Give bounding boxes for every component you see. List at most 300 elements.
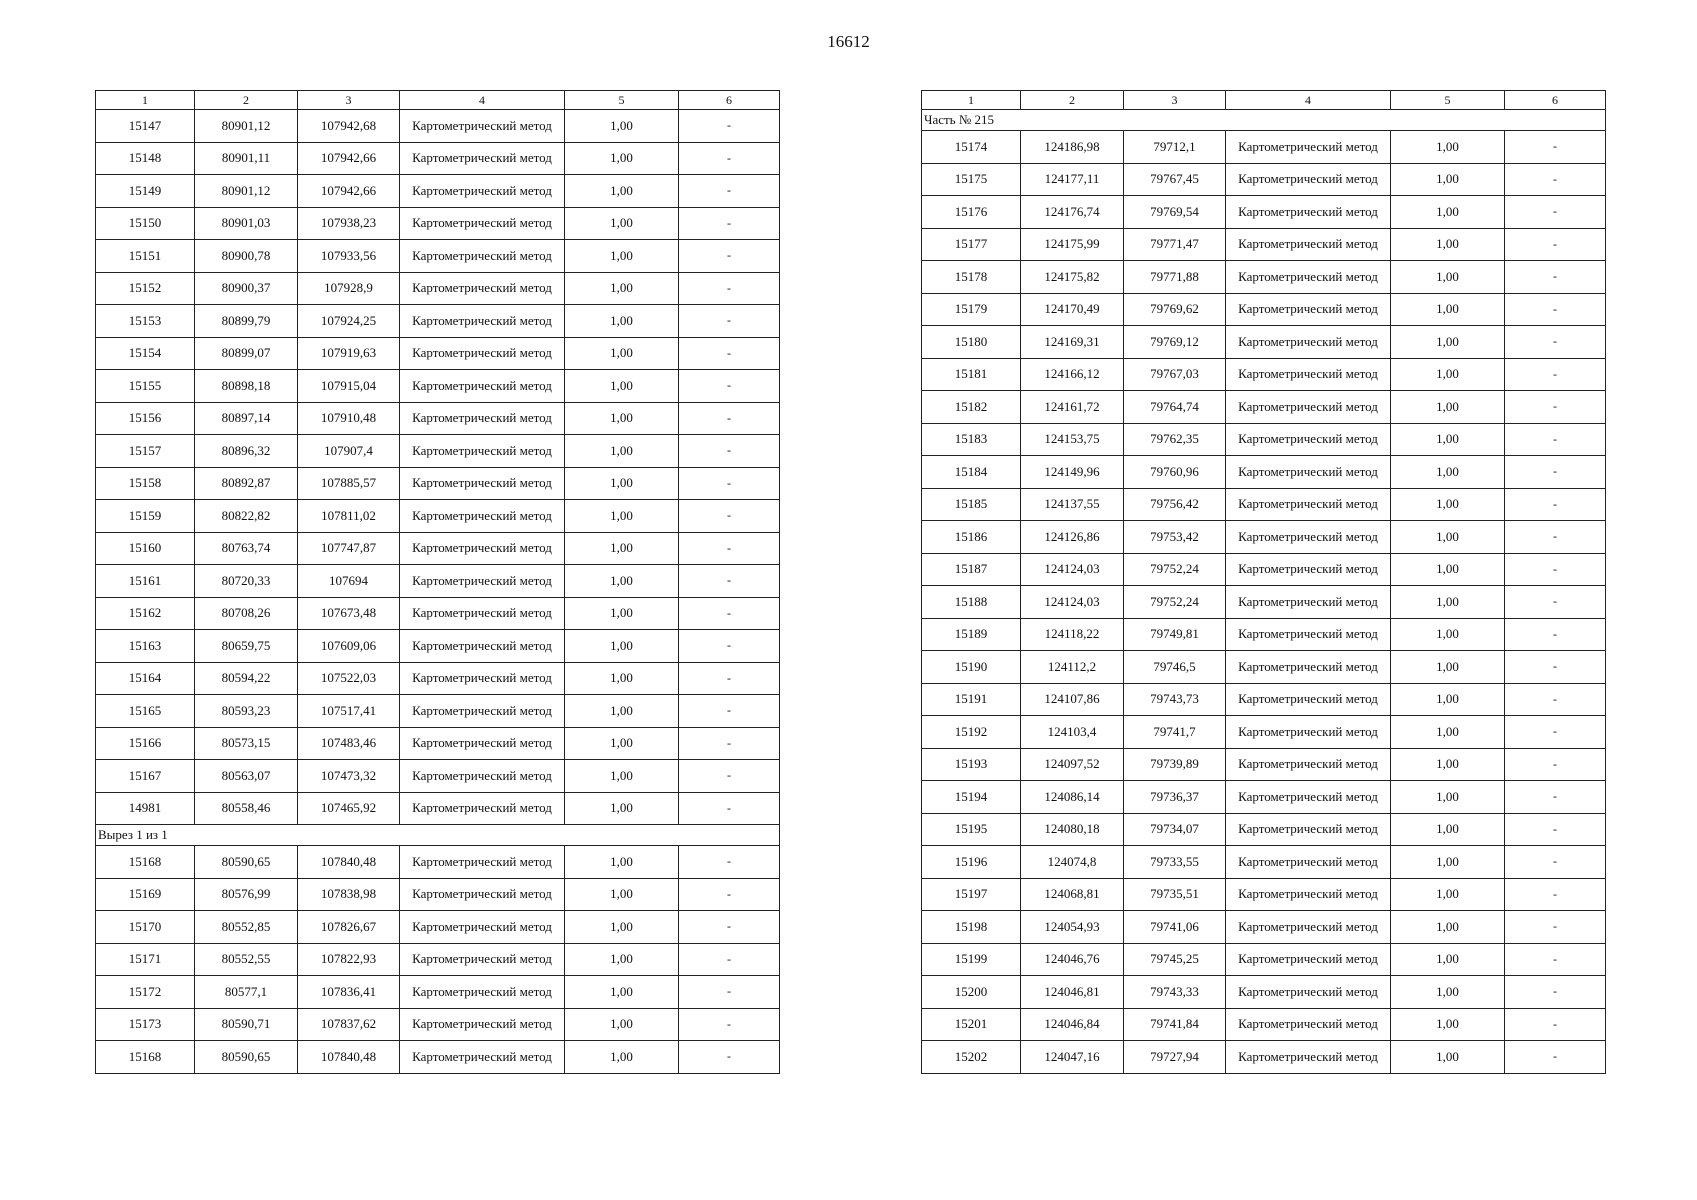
table-cell: 80573,15: [195, 727, 298, 760]
table-cell: 124080,18: [1021, 813, 1124, 846]
table-row: [922, 716, 1606, 749]
table-cell: 1,00: [1391, 813, 1505, 846]
table-cell: 15158: [96, 467, 195, 500]
table-cell: -: [679, 727, 780, 760]
table-cell: Картометрический метод: [400, 110, 565, 143]
table-row: [922, 813, 1606, 846]
table-cell: -: [1505, 683, 1606, 716]
table-cell: Картометрический метод: [1226, 456, 1391, 489]
table-cell: 15175: [922, 163, 1021, 196]
table-cell: Картометрический метод: [400, 142, 565, 175]
table-cell: Картометрический метод: [400, 207, 565, 240]
table-cell: -: [1505, 878, 1606, 911]
table-row: [96, 1041, 780, 1074]
table-cell: 80590,71: [195, 1008, 298, 1041]
table-cell: Картометрический метод: [400, 1008, 565, 1041]
table-cell: 79760,96: [1124, 456, 1226, 489]
table-row: [922, 943, 1606, 976]
table-row: [96, 630, 780, 663]
table-cell: 15176: [922, 196, 1021, 229]
table-cell: 79745,25: [1124, 943, 1226, 976]
table-cell: Картометрический метод: [400, 792, 565, 825]
table-cell: 15167: [96, 760, 195, 793]
table-cell: 1,00: [565, 435, 679, 468]
table-row: [96, 976, 780, 1009]
table-row: [96, 760, 780, 793]
table-cell: Картометрический метод: [400, 943, 565, 976]
column-header: 3: [298, 91, 400, 110]
table-cell: 107910,48: [298, 402, 400, 435]
table-cell: 15162: [96, 597, 195, 630]
table-row: [96, 727, 780, 760]
table-cell: -: [679, 305, 780, 338]
table-row: [96, 110, 780, 143]
table-row: [96, 943, 780, 976]
table-row: [922, 456, 1606, 489]
table-cell: 15199: [922, 943, 1021, 976]
table-cell: 15178: [922, 261, 1021, 294]
column-header: 2: [1021, 91, 1124, 110]
table-cell: -: [679, 402, 780, 435]
table-cell: 15153: [96, 305, 195, 338]
table-cell: -: [1505, 781, 1606, 814]
table-cell: 1,00: [1391, 131, 1505, 164]
table-cell: 15159: [96, 500, 195, 533]
table-cell: 124126,86: [1021, 521, 1124, 554]
table-cell: 107942,66: [298, 175, 400, 208]
table-cell: 80552,55: [195, 943, 298, 976]
table-row: [922, 683, 1606, 716]
table-row: [922, 488, 1606, 521]
table-cell: Картометрический метод: [1226, 781, 1391, 814]
table-cell: Картометрический метод: [1226, 943, 1391, 976]
table-cell: 15169: [96, 878, 195, 911]
table-cell: 15195: [922, 813, 1021, 846]
table-cell: 15154: [96, 337, 195, 370]
table-cell: 79771,88: [1124, 261, 1226, 294]
table-cell: -: [1505, 618, 1606, 651]
table-row: [96, 597, 780, 630]
table-cell: 124054,93: [1021, 911, 1124, 944]
table-cell: 15174: [922, 131, 1021, 164]
table-cell: 124074,8: [1021, 846, 1124, 879]
table-cell: -: [1505, 293, 1606, 326]
page-number: 16612: [827, 32, 870, 51]
table-cell: 124112,2: [1021, 651, 1124, 684]
table-cell: 1,00: [565, 337, 679, 370]
table-cell: Картометрический метод: [1226, 163, 1391, 196]
table-cell: 124046,81: [1021, 976, 1124, 1009]
table-cell: 15157: [96, 435, 195, 468]
table-cell: 15179: [922, 293, 1021, 326]
table-cell: 107522,03: [298, 662, 400, 695]
table-cell: 80590,65: [195, 1041, 298, 1074]
table-cell: 107483,46: [298, 727, 400, 760]
table-cell: 1,00: [565, 532, 679, 565]
table-cell: 80900,78: [195, 240, 298, 273]
table-cell: 79734,07: [1124, 813, 1226, 846]
table-cell: -: [679, 435, 780, 468]
table-row: [96, 240, 780, 273]
table-cell: 79743,33: [1124, 976, 1226, 1009]
table-cell: 1,00: [565, 878, 679, 911]
table-cell: 107840,48: [298, 846, 400, 879]
table-cell: 15191: [922, 683, 1021, 716]
table-row: [96, 500, 780, 533]
table-cell: 1,00: [1391, 846, 1505, 879]
table-cell: Картометрический метод: [1226, 586, 1391, 619]
table-cell: 107811,02: [298, 500, 400, 533]
table-row: [922, 878, 1606, 911]
table-cell: 80577,1: [195, 976, 298, 1009]
table-cell: 107465,92: [298, 792, 400, 825]
table-cell: 1,00: [1391, 163, 1505, 196]
table-cell: 1,00: [1391, 553, 1505, 586]
table-cell: Картометрический метод: [400, 370, 565, 403]
table-cell: 79741,7: [1124, 716, 1226, 749]
table-cell: -: [1505, 1008, 1606, 1041]
table-cell: 124086,14: [1021, 781, 1124, 814]
table-cell: 15189: [922, 618, 1021, 651]
table-cell: Картометрический метод: [1226, 326, 1391, 359]
table-cell: -: [679, 1008, 780, 1041]
table-cell: -: [679, 240, 780, 273]
table-cell: 107907,4: [298, 435, 400, 468]
table-cell: 1,00: [1391, 911, 1505, 944]
table-cell: Картометрический метод: [1226, 878, 1391, 911]
table-cell: 1,00: [565, 370, 679, 403]
table-cell: 1,00: [565, 272, 679, 305]
table-cell: 124046,84: [1021, 1008, 1124, 1041]
table-cell: 80901,11: [195, 142, 298, 175]
table-cell: 15165: [96, 695, 195, 728]
table-cell: 1,00: [1391, 293, 1505, 326]
table-cell: 1,00: [1391, 1008, 1505, 1041]
table-cell: -: [1505, 488, 1606, 521]
table-cell: -: [679, 110, 780, 143]
table-cell: 15172: [96, 976, 195, 1009]
table-cell: -: [1505, 586, 1606, 619]
table-cell: 80552,85: [195, 911, 298, 944]
table-cell: 107473,32: [298, 760, 400, 793]
table-cell: -: [1505, 228, 1606, 261]
table-cell: 1,00: [565, 467, 679, 500]
table-cell: 79753,42: [1124, 521, 1226, 554]
table-cell: Картометрический метод: [1226, 228, 1391, 261]
table-cell: -: [679, 565, 780, 598]
table-cell: 1,00: [565, 662, 679, 695]
column-header: 1: [922, 91, 1021, 110]
table-cell: 1,00: [565, 727, 679, 760]
table-cell: -: [679, 467, 780, 500]
table-cell: 79756,42: [1124, 488, 1226, 521]
table-row: [922, 651, 1606, 684]
table-row: [96, 272, 780, 305]
table-cell: 15190: [922, 651, 1021, 684]
table-cell: 79752,24: [1124, 553, 1226, 586]
table-cell: 79735,51: [1124, 878, 1226, 911]
table-row: [922, 163, 1606, 196]
table-cell: 79746,5: [1124, 651, 1226, 684]
table-cell: 80659,75: [195, 630, 298, 663]
table-cell: 1,00: [1391, 976, 1505, 1009]
table-cell: 1,00: [565, 207, 679, 240]
table-row: [922, 1041, 1606, 1074]
table-row: [922, 748, 1606, 781]
table-cell: -: [679, 1041, 780, 1074]
table-cell: 80897,14: [195, 402, 298, 435]
table-cell: 107609,06: [298, 630, 400, 663]
column-header: 3: [1124, 91, 1226, 110]
table-cell: -: [679, 500, 780, 533]
table-cell: 1,00: [1391, 716, 1505, 749]
table-cell: -: [1505, 943, 1606, 976]
column-header: 1: [96, 91, 195, 110]
table-cell: 80763,74: [195, 532, 298, 565]
table-cell: -: [679, 175, 780, 208]
table-cell: 15150: [96, 207, 195, 240]
table-cell: 1,00: [1391, 423, 1505, 456]
column-header: 4: [400, 91, 565, 110]
table-row: [922, 521, 1606, 554]
table-cell: 1,00: [1391, 683, 1505, 716]
table-cell: 15166: [96, 727, 195, 760]
table-row: [922, 326, 1606, 359]
table-cell: 1,00: [1391, 878, 1505, 911]
table-cell: 79769,12: [1124, 326, 1226, 359]
table-cell: 107747,87: [298, 532, 400, 565]
table-cell: 1,00: [565, 110, 679, 143]
table-cell: 80901,03: [195, 207, 298, 240]
table-cell: -: [1505, 553, 1606, 586]
table-cell: Картометрический метод: [1226, 521, 1391, 554]
column-header: 6: [679, 91, 780, 110]
table-cell: Картометрический метод: [1226, 976, 1391, 1009]
table-cell: 1,00: [565, 760, 679, 793]
table-cell: Картометрический метод: [400, 695, 565, 728]
table-row: [96, 175, 780, 208]
table-cell: 124186,98: [1021, 131, 1124, 164]
table-cell: 124153,75: [1021, 423, 1124, 456]
table-cell: 15192: [922, 716, 1021, 749]
table-row: [922, 1008, 1606, 1041]
table-row: [96, 467, 780, 500]
table-row: [922, 358, 1606, 391]
table-cell: Картометрический метод: [1226, 358, 1391, 391]
table-cell: 107924,25: [298, 305, 400, 338]
table-cell: Картометрический метод: [400, 976, 565, 1009]
table-cell: -: [679, 846, 780, 879]
left-table-body: [96, 110, 780, 1074]
table-cell: 124170,49: [1021, 293, 1124, 326]
column-header: 2: [195, 91, 298, 110]
table-row: [96, 207, 780, 240]
table-cell: 1,00: [1391, 651, 1505, 684]
table-cell: 79769,54: [1124, 196, 1226, 229]
table-row: [96, 695, 780, 728]
table-cell: 80901,12: [195, 110, 298, 143]
table-row: [96, 402, 780, 435]
table-row: [922, 423, 1606, 456]
table-cell: 15155: [96, 370, 195, 403]
table-cell: 1,00: [1391, 196, 1505, 229]
table-cell: 1,00: [565, 792, 679, 825]
table-cell: 124177,11: [1021, 163, 1124, 196]
table-cell: -: [679, 370, 780, 403]
table-cell: 107837,62: [298, 1008, 400, 1041]
table-cell: -: [1505, 163, 1606, 196]
table-cell: 1,00: [565, 500, 679, 533]
table-cell: 1,00: [1391, 748, 1505, 781]
table-row: [922, 196, 1606, 229]
table-cell: -: [1505, 716, 1606, 749]
table-row: [96, 142, 780, 175]
table-cell: 15184: [922, 456, 1021, 489]
table-cell: -: [1505, 813, 1606, 846]
table-cell: Картометрический метод: [400, 911, 565, 944]
table-cell: Картометрический метод: [1226, 1008, 1391, 1041]
table-cell: 1,00: [1391, 943, 1505, 976]
table-cell: 124107,86: [1021, 683, 1124, 716]
table-row: [922, 976, 1606, 1009]
table-cell: 80898,18: [195, 370, 298, 403]
table-cell: 1,00: [1391, 488, 1505, 521]
table-cell: 1,00: [565, 1008, 679, 1041]
table-cell: 79764,74: [1124, 391, 1226, 424]
table-cell: 124149,96: [1021, 456, 1124, 489]
section-label: Вырез 1 из 1: [96, 825, 780, 846]
table-cell: 1,00: [1391, 1041, 1505, 1074]
table-cell: 79749,81: [1124, 618, 1226, 651]
table-cell: 79769,62: [1124, 293, 1226, 326]
table-cell: 107919,63: [298, 337, 400, 370]
table-cell: 107942,66: [298, 142, 400, 175]
table-cell: 15201: [922, 1008, 1021, 1041]
table-cell: -: [679, 792, 780, 825]
table-cell: -: [679, 630, 780, 663]
table-cell: 15200: [922, 976, 1021, 1009]
table-row: [96, 370, 780, 403]
table-row: [922, 261, 1606, 294]
table-cell: 107838,98: [298, 878, 400, 911]
table-cell: Картометрический метод: [1226, 553, 1391, 586]
table-cell: 124137,55: [1021, 488, 1124, 521]
table-cell: 1,00: [1391, 456, 1505, 489]
table-cell: -: [1505, 976, 1606, 1009]
section-row: [96, 825, 780, 846]
table-cell: 15168: [96, 1041, 195, 1074]
table-cell: -: [1505, 261, 1606, 294]
table-cell: 79767,45: [1124, 163, 1226, 196]
table-cell: 80899,79: [195, 305, 298, 338]
table-cell: 15186: [922, 521, 1021, 554]
table-row: [96, 662, 780, 695]
table-cell: 1,00: [1391, 586, 1505, 619]
table-cell: -: [679, 207, 780, 240]
table-cell: 107840,48: [298, 1041, 400, 1074]
column-header: 4: [1226, 91, 1391, 110]
table-cell: 80900,37: [195, 272, 298, 305]
table-cell: Картометрический метод: [400, 630, 565, 663]
section-row: [922, 110, 1606, 131]
table-row: [96, 792, 780, 825]
table-cell: Картометрический метод: [1226, 813, 1391, 846]
right-coordinates-table: [921, 90, 1606, 1074]
table-cell: 79739,89: [1124, 748, 1226, 781]
table-cell: Картометрический метод: [400, 727, 565, 760]
table-row: [922, 586, 1606, 619]
table-cell: 79767,03: [1124, 358, 1226, 391]
table-cell: 15147: [96, 110, 195, 143]
table-cell: Картометрический метод: [400, 272, 565, 305]
table-cell: 1,00: [1391, 358, 1505, 391]
table-cell: -: [1505, 521, 1606, 554]
table-cell: 1,00: [565, 943, 679, 976]
table-cell: 15148: [96, 142, 195, 175]
table-cell: -: [679, 760, 780, 793]
table-cell: 80593,23: [195, 695, 298, 728]
table-cell: Картометрический метод: [1226, 1041, 1391, 1074]
table-cell: Картометрический метод: [400, 597, 565, 630]
table-row: [922, 618, 1606, 651]
table-cell: 124118,22: [1021, 618, 1124, 651]
table-cell: Картометрический метод: [400, 1041, 565, 1074]
table-cell: 1,00: [565, 1041, 679, 1074]
table-cell: -: [1505, 326, 1606, 359]
table-cell: -: [1505, 196, 1606, 229]
table-cell: 1,00: [565, 142, 679, 175]
table-cell: -: [1505, 846, 1606, 879]
table-cell: -: [1505, 391, 1606, 424]
table-cell: 15180: [922, 326, 1021, 359]
left-coordinates-table: [95, 90, 780, 1074]
table-cell: 15185: [922, 488, 1021, 521]
table-cell: 79752,24: [1124, 586, 1226, 619]
table-cell: Картометрический метод: [400, 402, 565, 435]
table-cell: 107673,48: [298, 597, 400, 630]
table-cell: -: [679, 695, 780, 728]
table-cell: 124161,72: [1021, 391, 1124, 424]
table-cell: 107836,41: [298, 976, 400, 1009]
table-cell: 15202: [922, 1041, 1021, 1074]
table-cell: 80594,22: [195, 662, 298, 695]
table-cell: 124047,16: [1021, 1041, 1124, 1074]
table-cell: 124124,03: [1021, 586, 1124, 619]
table-cell: -: [679, 878, 780, 911]
table-cell: 1,00: [1391, 391, 1505, 424]
table-cell: 1,00: [565, 305, 679, 338]
table-cell: 1,00: [1391, 326, 1505, 359]
table-cell: 1,00: [565, 175, 679, 208]
table-cell: 124097,52: [1021, 748, 1124, 781]
column-header: 5: [1391, 91, 1505, 110]
table-cell: 14981: [96, 792, 195, 825]
table-row: [96, 846, 780, 879]
table-cell: 15151: [96, 240, 195, 273]
table-cell: 15156: [96, 402, 195, 435]
table-cell: 124175,82: [1021, 261, 1124, 294]
table-cell: -: [679, 662, 780, 695]
table-cell: 80896,32: [195, 435, 298, 468]
table-cell: Картометрический метод: [400, 878, 565, 911]
table-cell: Картометрический метод: [400, 467, 565, 500]
table-cell: 15161: [96, 565, 195, 598]
table-cell: 124103,4: [1021, 716, 1124, 749]
table-cell: 79712,1: [1124, 131, 1226, 164]
table-cell: 107928,9: [298, 272, 400, 305]
table-cell: Картометрический метод: [1226, 488, 1391, 521]
table-row: [96, 911, 780, 944]
